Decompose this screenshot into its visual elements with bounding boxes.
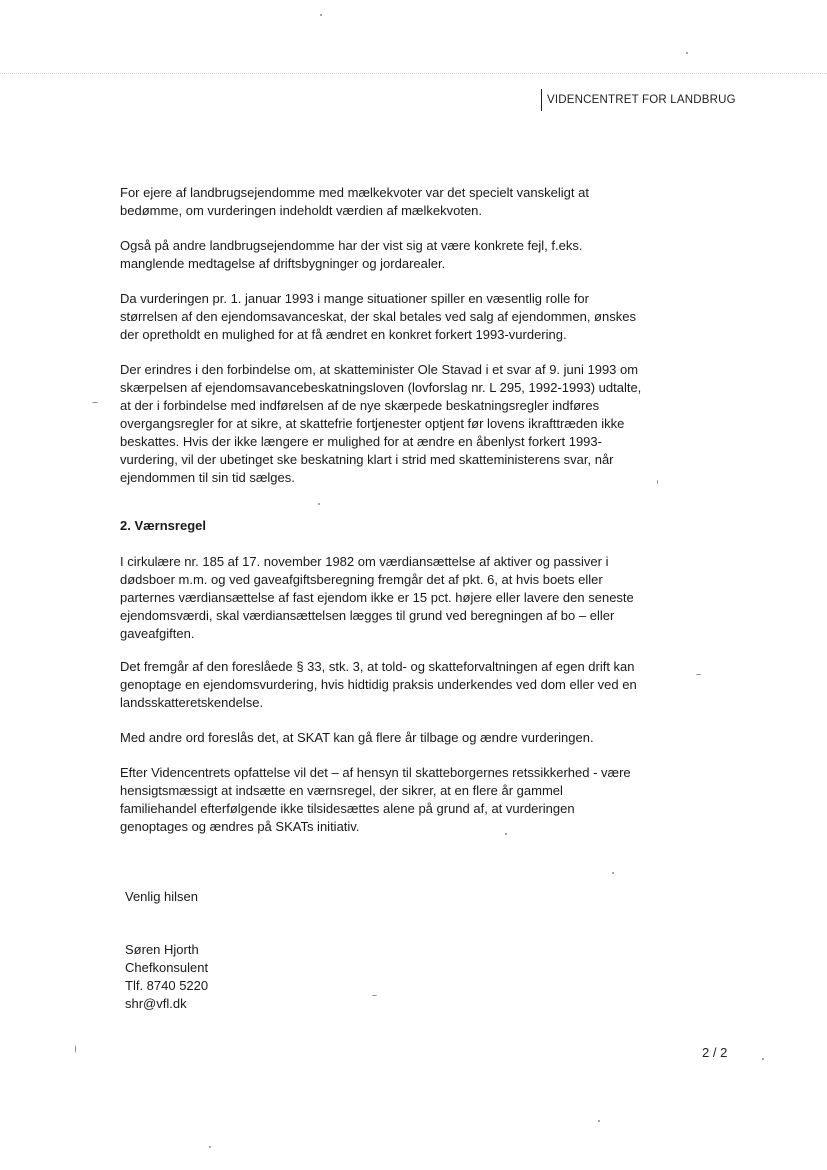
signer-email: shr@vfl.dk: [125, 996, 187, 1011]
section-heading: 2. Værnsregel: [120, 518, 206, 533]
paragraph-errors: Også på andre landbrugsejendomme har der vist sig at være konkrete fejl, f.eks. manglende medtagelse af driftsbygninger og jordarealer.: [120, 238, 583, 271]
scan-speck: [696, 674, 701, 675]
paragraph-circular: I cirkulære nr. 185 af 17. november 1982 om værdiansættelse af aktiver og passiver i dødsboer m.m. og ved gaveafgiftsberegning fremgår det af pkt. 6, at hvis boets eller parternes værdiansættelse af fast ejendom ikke er 15 pct. højere eller lavere den seneste ejendomsværdi, skal værdiansættelsen lægges til grund ved beregningen af bo – eller gaveafgiften.: [120, 554, 634, 641]
signer-name: Søren Hjorth: [125, 942, 199, 957]
paragraph-proposed-section: Det fremgår af den foreslåede § 33, stk. 3, at told- og skatteforvaltningen af egen drift kan genoptage en ejendomsvurdering, hvis hidtidig praksis underkendes ved dom eller ved en landsskatteretskendelse.: [120, 659, 637, 710]
scan-speck: [657, 480, 658, 484]
scan-speck: [92, 402, 98, 403]
scan-speck: [209, 1146, 211, 1148]
signer-title: Chefkonsulent: [125, 960, 209, 975]
scan-speck: [318, 503, 320, 505]
paragraph-1993-valuation: Da vurderingen pr. 1. januar 1993 i mange situationer spiller en væsentlig rolle for størrelsen af den ejendomsavanceskat, der skal betales ved salg af ejendommen, ønskes der opretholdt en mulighed for at få ændret en konkret forkert 1993-vurdering.: [120, 291, 636, 342]
letterhead-divider: [541, 89, 542, 111]
scan-speck: [372, 995, 377, 996]
scan-speck: [612, 872, 614, 874]
scan-speck: [75, 1045, 76, 1053]
paragraph-milk-quota: For ejere af landbrugsejendomme med mælkekvoter var det specielt vanskeligt at bedømme, om vurderingen indeholdt værdien af mælkekvoten.: [120, 185, 589, 218]
scan-speck: [320, 14, 322, 16]
scan-speck: [505, 833, 507, 835]
paragraph-in-other-words: Med andre ord foreslås det, at SKAT kan gå flere år tilbage og ændre vurderingen.: [120, 730, 594, 745]
organization-name: VIDENCENTRET FOR LANDBRUG: [547, 94, 736, 106]
closing-greeting: Venlig hilsen: [125, 889, 198, 904]
letterhead: [541, 89, 736, 111]
paragraph-minister-reply: Der erindres i den forbindelse om, at skatteminister Ole Stavad i et svar af 9. juni 1993 om skærpelsen af ejendomsavancebeskatningsloven (lovforslag nr. L 295, 1992-1993) udtalte, at der i forbindelse med indførelsen af de nye skærpede beskatningsregler indføres overgangsregler for at sikre, at skattefrie fortjenester optjent før lovens ikrafttræden ikke beskattes. Hvis der ikke længere er mulighed for at ændre en åbenlyst forkert 1993-vurdering, vil der ubetinget ske beskatning klart i strid med skatteministerens svar, når ejendommen til sin tid sælges.: [120, 362, 642, 485]
scan-speck: [686, 52, 688, 54]
scan-edge-line: [0, 73, 827, 74]
signer-phone: Tlf. 8740 5220: [125, 978, 209, 993]
scan-speck: [598, 1120, 600, 1122]
page-number: 2 / 2: [702, 1045, 728, 1060]
paragraph-protective-rule: Efter Videncentrets opfattelse vil det – af hensyn til skatteborgernes retssikkerhed - være hensigtsmæssigt at indsætte en værnsregel, der sikrer, at en flere år gammel familiehandel efterfølgende ikke tilsidesættes alene på grund af, at vurderingen genoptages og ændres på SKATs initiativ.: [120, 765, 631, 834]
scan-speck: [762, 1058, 764, 1060]
